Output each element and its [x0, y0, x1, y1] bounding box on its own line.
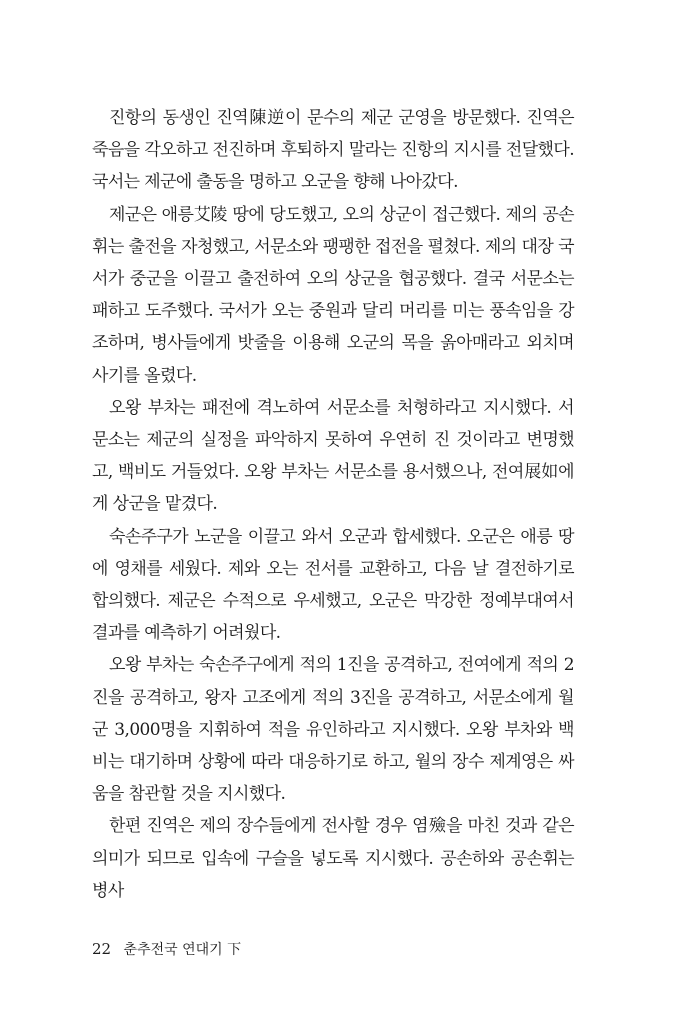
paragraph-chen-yi-message: 진항의 동생인 진역陳逆이 문수의 제군 군영을 방문했다. 진역은 죽음을 각오하고 전진하며 후퇴하지 말라는 진항의 지시를 전달했다. 국서는 제군에 출동을 명하고 오군을 향해 나아갔다. [92, 108, 574, 193]
paragraph-jade-in-mouth: 한편 진역은 제의 장수들에게 전사할 경우 염殮을 마친 것과 같은 의미가 되므로 입속에 구슬을 넣도록 지시했다. 공손하와 공손휘는 병사 [92, 816, 574, 901]
book-title: 춘추전국 연대기 下 [123, 942, 242, 958]
paragraph-fuchai-anger: 오왕 부차는 패전에 격노하여 서문소를 처형하라고 지시했다. 서문소는 제군의 실정을 파악하지 못하여 우연히 진 것이라고 변명했고, 백비도 거들었다. 오왕 부차는 서문소를 용서했으나, 전여展如에게 상군을 맡겼다. [92, 397, 574, 515]
paragraph-battle-orders: 오왕 부차는 숙손주구에게 적의 1진을 공격하고, 전여에게 적의 2진을 공격하고, 왕자 고조에게 적의 3진을 공격하고, 서문소에게 월군 3,000명을 지휘하여 적을 유인하라고 지시했다. 오왕 부차와 백비는 대기하며 상황에 따라 대응하기로 하고, 월의 장수 제계영은 싸움을 참관할 것을 지시했다. [92, 655, 574, 805]
paragraph-lu-army-joins: 숙손주구가 노군을 이끌고 와서 오군과 합세했다. 오군은 애릉 땅에 영채를 세웠다. 제와 오는 전서를 교환하고, 다음 날 결전하기로 합의했다. 제군은 수적으로 우세했고, 오군은 막강한 정예부대여서 결과를 예측하기 어려웠다. [92, 526, 574, 644]
page-body [92, 102, 574, 907]
page-footer [92, 939, 241, 960]
page-number: 22 [92, 940, 112, 958]
paragraph-ailing-battle: 제군은 애릉艾陵 땅에 당도했고, 오의 상군이 접근했다. 제의 공손휘는 출전을 자청했고, 서문소와 팽팽한 접전을 펼쳤다. 제의 대장 국서가 중군을 이끌고 출전하여 오의 상군을 협공했다. 결국 서문소는 패하고 도주했다. 국서가 오는 중원과 달리 머리를 미는 풍속임을 강조하며, 병사들에게 밧줄을 이용해 오군의 목을 옭아매라고 외치며 사기를 올렸다. [92, 204, 574, 386]
